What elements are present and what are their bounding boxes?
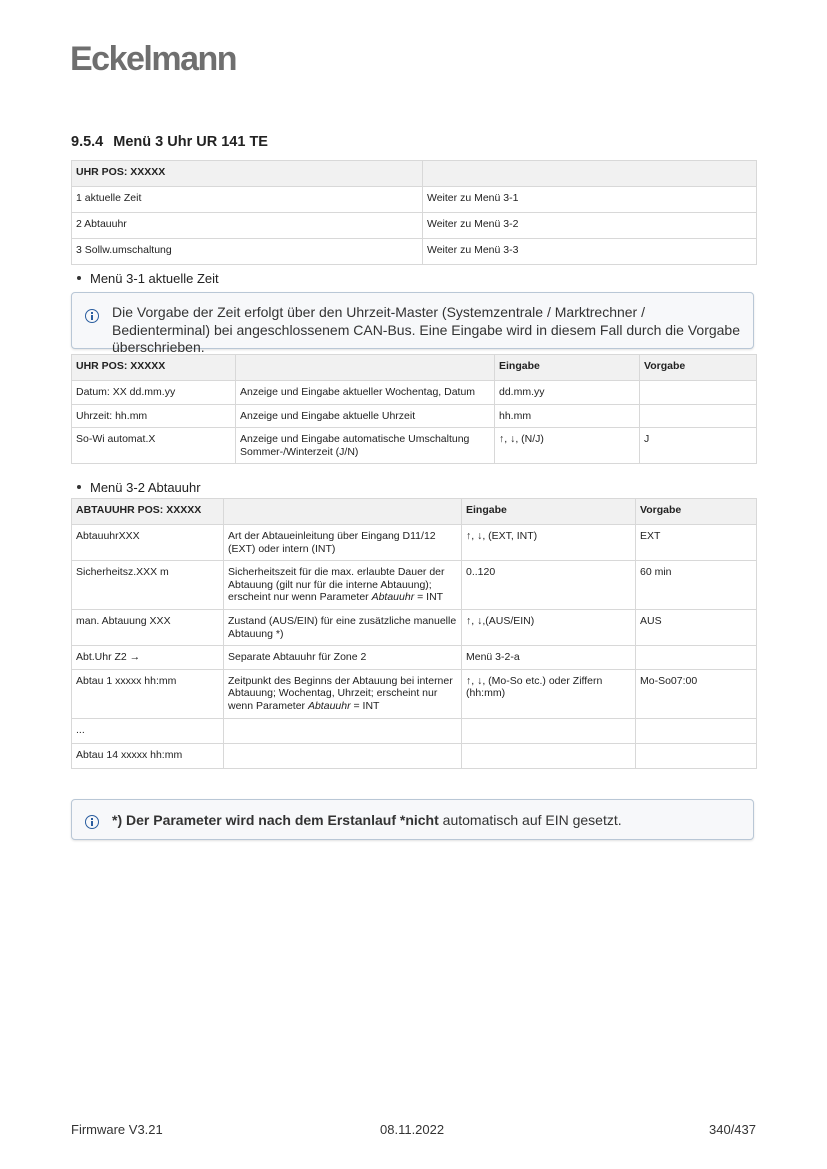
table-cell [636, 743, 757, 768]
table-cell [224, 609, 462, 645]
table-row [72, 404, 757, 428]
table-row [72, 239, 757, 265]
table-cell: Weiter zu Menü 3-2 [423, 213, 757, 239]
table-cell: Anzeige und Eingabe automatische Umschaltung Sommer-/Winterzeit (J/N) [236, 428, 495, 464]
table-cell: 60 min [636, 561, 757, 610]
table-cell: EXT [636, 525, 757, 561]
table-cell: Abtau 1 xxxxx hh:mm [72, 669, 224, 718]
table-header-cell: Eingabe [462, 499, 636, 525]
table-cell: 2 Abtauuhr [72, 213, 423, 239]
table-row [72, 428, 757, 464]
table-cell: Uhrzeit: hh.mm [72, 404, 236, 428]
cell-text-emphasis: Abtauuhr [307, 699, 351, 712]
company-logo: Eckelmann [70, 40, 237, 78]
cell-text-emphasis: Abtauuhr [371, 591, 415, 604]
bullet-dot-icon [77, 485, 81, 489]
table-row [72, 646, 757, 670]
bullet-text: Menü 3-1 aktuelle Zeit [90, 271, 219, 286]
cell-text: Art der Abtaueinleitung über Eingang D11/12 (EXT) oder intern (INT) [228, 530, 436, 555]
table-cell: Abt.Uhr Z2 → [72, 646, 224, 670]
table-cell: AbtauuhrXXX [72, 525, 224, 561]
footer-date: 08.11.2022 [380, 1122, 445, 1137]
table-cell: ↑, ↓, (EXT, INT) [462, 525, 636, 561]
info-text-rest: automatisch auf EIN gesetzt. [438, 812, 622, 828]
table-header-row [72, 499, 757, 525]
table-header-cell: Vorgabe [636, 499, 757, 525]
info-callout [71, 292, 754, 355]
table-row [72, 213, 757, 239]
table-cell [636, 646, 757, 670]
table-cell [224, 646, 462, 670]
info-icon [85, 815, 99, 829]
table-row [72, 525, 757, 561]
table-header-cell [423, 161, 757, 187]
table-cell: ↑, ↓,(AUS/EIN) [462, 609, 636, 645]
table-cell: Menü 3-2-a [462, 646, 636, 670]
cell-text: Separate Abtauuhr für Zone 2 [228, 651, 367, 664]
table-header-cell: UHR POS: XXXXX [72, 355, 236, 381]
footer-page-number: 340/437 [709, 1122, 756, 1137]
table-row [72, 561, 757, 610]
section-heading [71, 134, 268, 150]
table-cell [462, 743, 636, 768]
table-cell [224, 561, 462, 610]
table-cell [640, 381, 757, 405]
menu-3-table [71, 160, 757, 265]
table-cell: AUS [636, 609, 757, 645]
table-header-cell: UHR POS: XXXXX [72, 161, 423, 187]
table-row [72, 743, 757, 768]
table-cell: 3 Sollw.umschaltung [72, 239, 423, 265]
cell-text: Sicherheitszeit für die max. erlaubte Dauer der Abtauung (gilt nur für die interne Abtauung); erscheint nur wenn Parameter [228, 566, 445, 604]
table-cell [224, 743, 462, 768]
section-title: Menü 3 Uhr UR 141 TE [113, 134, 268, 150]
bullet-item [77, 480, 201, 495]
table-header-cell: Eingabe [495, 355, 640, 381]
cell-text: Zeitpunkt des Beginns der Abtauung bei interner Abtauung; Wochentag, Uhrzeit; erscheint nur wenn Parameter [228, 674, 453, 712]
table-cell: Sicherheitsz.XXX m [72, 561, 224, 610]
table-row [72, 609, 757, 645]
table-cell: Mo-So07:00 [636, 669, 757, 718]
table-cell: Anzeige und Eingabe aktuelle Uhrzeit [236, 404, 495, 428]
table-cell: dd.mm.yy [495, 381, 640, 405]
table-row [72, 669, 757, 718]
table-row [72, 187, 757, 213]
table-row [72, 381, 757, 405]
bullet-dot-icon [77, 276, 81, 280]
table-header-row [72, 355, 757, 381]
table-cell [640, 404, 757, 428]
table-cell: 1 aktuelle Zeit [72, 187, 423, 213]
table-cell: Abtau 14 xxxxx hh:mm [72, 743, 224, 768]
table-cell: hh.mm [495, 404, 640, 428]
table-header-cell: Vorgabe [640, 355, 757, 381]
table-row [72, 718, 757, 743]
table-cell: Datum: XX dd.mm.yy [72, 381, 236, 405]
table-cell: 0..120 [462, 561, 636, 610]
info-text [112, 812, 743, 830]
table-cell [636, 718, 757, 743]
info-text: Die Vorgabe der Zeit erfolgt über den Uhrzeit-Master (Systemzentrale / Marktrechner / Bedienterminal) bei angeschlossenem CAN-Bus. Eine Eingabe wird in diesem Fall durch die Vorgabe überschrieben. [112, 304, 741, 355]
info-callout [71, 799, 754, 840]
table-cell: J [640, 428, 757, 464]
table-cell: ↑, ↓, (N/J) [495, 428, 640, 464]
menu-3-1-table [71, 354, 757, 464]
cell-text: Zustand (AUS/EIN) für eine zusätzliche manuelle Abtauung *) [228, 614, 457, 640]
table-cell: ↑, ↓, (Mo-So etc.) oder Ziffern (hh:mm) [462, 669, 636, 718]
cell-text: = INT [350, 699, 380, 712]
footer-firmware: Firmware V3.21 [71, 1122, 163, 1137]
table-cell: man. Abtauung XXX [72, 609, 224, 645]
table-cell: ... [72, 718, 224, 743]
menu-3-2-table [71, 498, 757, 769]
info-text-bold: *) Der Parameter wird nach dem Erstanlauf *nicht [112, 812, 439, 828]
table-cell: Weiter zu Menü 3-3 [423, 239, 757, 265]
table-cell [224, 525, 462, 561]
bullet-item [77, 271, 219, 286]
section-number: 9.5.4 [71, 134, 104, 150]
info-icon [85, 309, 99, 323]
table-header-cell: ABTAUUHR POS: XXXXX [72, 499, 224, 525]
table-cell: So-Wi automat.X [72, 428, 236, 464]
table-header-cell [236, 355, 495, 381]
table-cell [462, 718, 636, 743]
table-header-cell [224, 499, 462, 525]
table-cell [224, 718, 462, 743]
table-cell [224, 669, 462, 718]
bullet-text: Menü 3-2 Abtauuhr [90, 480, 201, 495]
table-cell: Anzeige und Eingabe aktueller Wochentag, Datum [236, 381, 495, 405]
cell-text: = INT [414, 591, 444, 604]
table-cell: Weiter zu Menü 3-1 [423, 187, 757, 213]
table-header-row [72, 161, 757, 187]
